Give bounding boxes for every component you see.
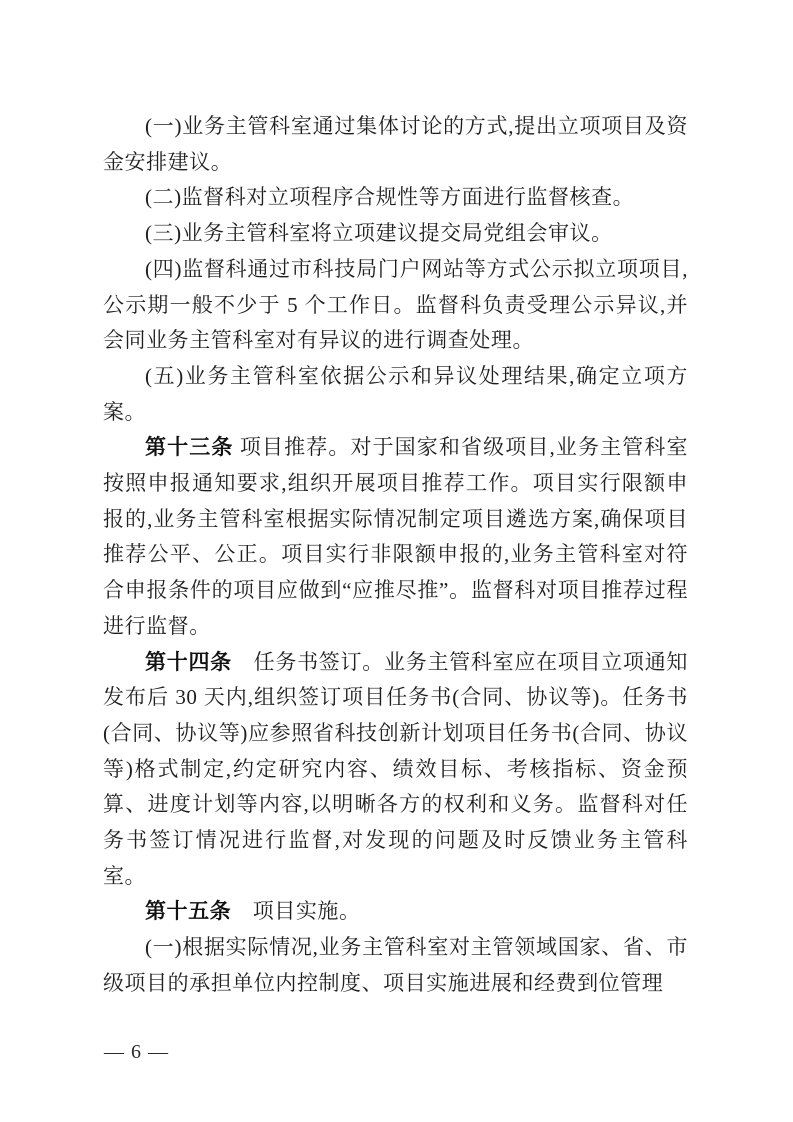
article-number: 第十四条 [145, 650, 232, 674]
paragraph-text: 任务书签订。业务主管科室应在项目立项通知发布后 30 天内,组织签订项目任务书(合同、协议等)。任务书(合同、协议等)应参照省科技创新计划项目任务书(合同、协议等)格式制定,约定研究内容、绩效目标、考核指标、资金预算、进度计划等内容,以明晰各方的权利和义务。监督科对任务书签订情况进行监督,对发现的问题及时反馈业务主管科室。 [103, 649, 688, 888]
paragraph [103, 645, 688, 895]
paragraph-text: (三)业务主管科室将立项建议提交局党组会审议。 [145, 221, 613, 246]
paragraph [103, 894, 688, 930]
paragraph-text: 项目推荐。对于国家和省级项目,业务主管科室按照申报通知要求,组织开展项目推荐工作。项目实行限额申报的,业务主管科室根据实际情况制定项目遴选方案,确保项目推荐公平、公正。项目实行非限额申报的,业务主管科室对符合申报条件的项目应做到“应推尽推”。监督科对项目推荐过程进行监督。 [103, 435, 688, 638]
page-number: — 6 — [104, 1041, 169, 1063]
article-number: 第十三条 [145, 436, 234, 460]
paragraph-text: 项目实施。 [231, 899, 361, 924]
paragraph-text: (二)监督科对立项程序合规性等方面进行监督核查。 [145, 185, 635, 210]
paragraph [103, 930, 688, 1001]
paragraph-text: (一)业务主管科室通过集体讨论的方式,提出立项项目及资金安排建议。 [103, 114, 688, 174]
paragraph-text: (四)监督科通过市科技局门户网站等方式公示拟立项项目,公示期一般不少于 5 个工作日。监督科负责受理公示异议,并会同业务主管科室对有异议的进行调查处理。 [103, 256, 688, 353]
article-number: 第十五条 [145, 900, 232, 924]
paragraph [103, 180, 688, 216]
paragraph-text: (一)根据实际情况,业务主管科室对主管领域国家、省、市级项目的承担单位内控制度、项目实施进展和经费到位管理 [103, 935, 688, 995]
paragraph [103, 359, 688, 430]
paragraph [103, 109, 688, 180]
paragraph [103, 430, 688, 644]
paragraph [103, 216, 688, 252]
paragraph-text: (五)业务主管科室依据公示和异议处理结果,确定立项方案。 [103, 363, 688, 424]
document-body [103, 109, 688, 1002]
paragraph [103, 252, 688, 359]
